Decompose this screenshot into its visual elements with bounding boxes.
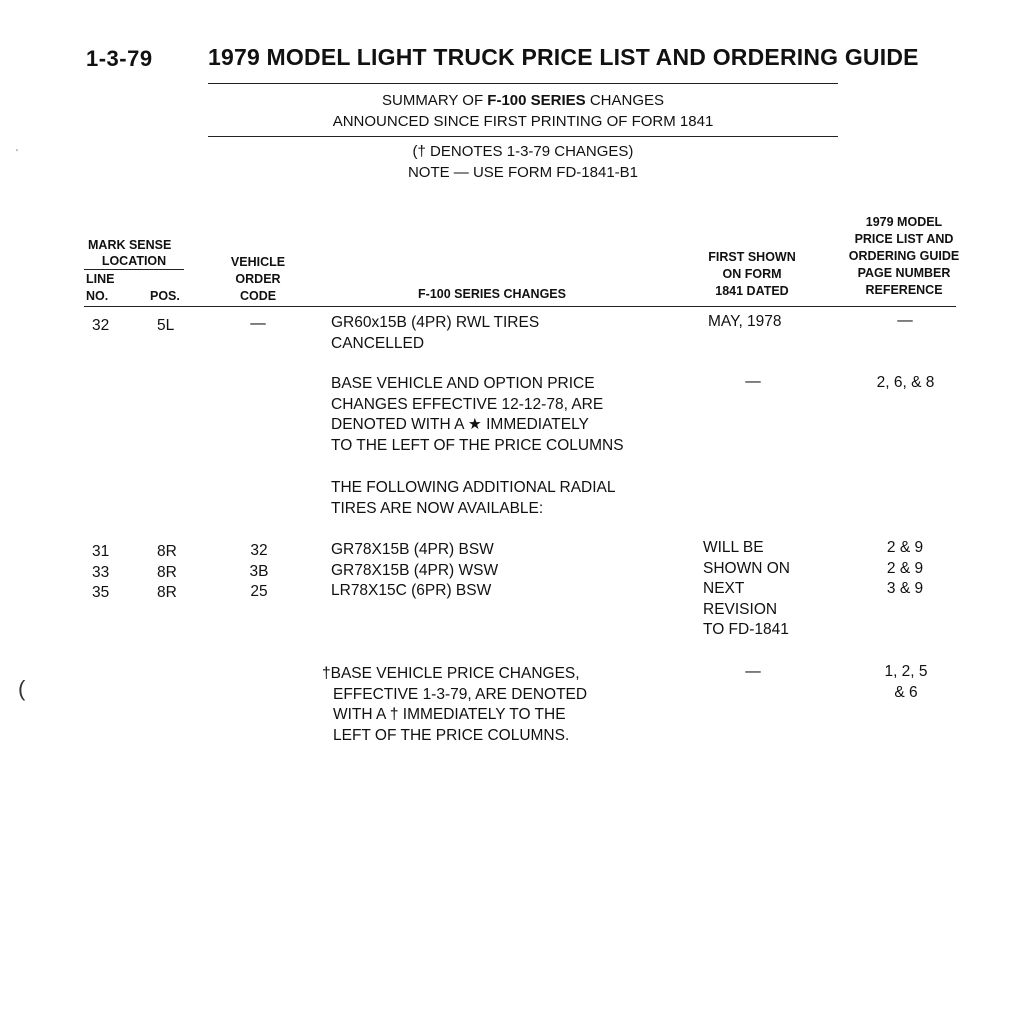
cell-code: 32 3B 25 [249,542,269,600]
cell-reference: 2 & 9 2 & 9 3 & 9 [886,539,924,597]
cell-changes: GR78X15B (4PR) BSW GR78X15B (4PR) WSW LR78X15C (6PR) BSW [331,541,499,599]
title-rule [208,83,838,84]
table-header-rule [84,306,956,307]
cell-pos: 5L [157,317,175,334]
cell-first-shown: — [745,663,761,680]
cell-changes: BASE VEHICLE AND OPTION PRICE CHANGES EFFECTIVE 12-12-78, ARE DENOTED WITH A ★ IMMEDIATELY TO THE LEFT OF THE PRICE COLUMNS [331,375,624,454]
cell-code: — [250,315,266,332]
cell-changes: GR60x15B (4PR) RWL TIRES CANCELLED [331,314,540,352]
header-no: NO. [86,289,109,303]
page-title: 1979 MODEL LIGHT TRUCK PRICE LIST AND ORDERING GUIDE [208,44,919,70]
header-line: LINE [86,272,115,286]
cell-reference: 2, 6, & 8 [876,374,935,391]
header-mark-sense: MARK SENSE [88,238,172,252]
cell-changes: †BASE VEHICLE PRICE CHANGES, EFFECTIVE 1-3-79, ARE DENOTED WITH A † IMMEDIATELY TO THE LEFT OF THE PRICE COLUMNS. [322,665,588,744]
header-changes: F-100 SERIES CHANGES [418,287,566,301]
header-vehicle-order-code: VEHICLE ORDER CODE [230,255,286,303]
header-location: LOCATION [84,254,184,270]
page-date: 1-3-79 [86,46,153,71]
cell-reference: 1, 2, 5 & 6 [884,663,928,701]
cell-changes: THE FOLLOWING ADDITIONAL RADIAL TIRES ARE NOW AVAILABLE: [331,479,616,517]
cell-first-shown: — [745,373,761,390]
cell-first-shown: MAY, 1978 [708,313,782,330]
summary-note-form: NOTE — USE FORM FD-1841-B1 [407,164,639,181]
cell-line-no: 32 [92,317,110,334]
margin-tick: ' [16,148,18,159]
cell-pos: 8R 8R 8R [157,543,177,601]
header-pos: POS. [150,289,180,303]
margin-paren: ( [18,676,26,701]
header-first-shown: FIRST SHOWN ON FORM 1841 DATED [708,250,796,298]
summary-note-dagger: († DENOTES 1-3-79 CHANGES) [412,143,634,160]
summary-rule [208,136,838,137]
summary-line-1: SUMMARY OF F-100 SERIES CHANGES [381,92,665,109]
cell-line-no: 31 33 35 [92,543,110,601]
cell-first-shown: WILL BE SHOWN ON NEXT REVISION TO FD-1841 [703,539,790,638]
summary-line-2: ANNOUNCED SINCE FIRST PRINTING OF FORM 1841 [332,113,714,130]
header-reference: 1979 MODEL PRICE LIST AND ORDERING GUIDE PAGE NUMBER REFERENCE [848,215,960,297]
cell-reference: — [897,312,913,329]
